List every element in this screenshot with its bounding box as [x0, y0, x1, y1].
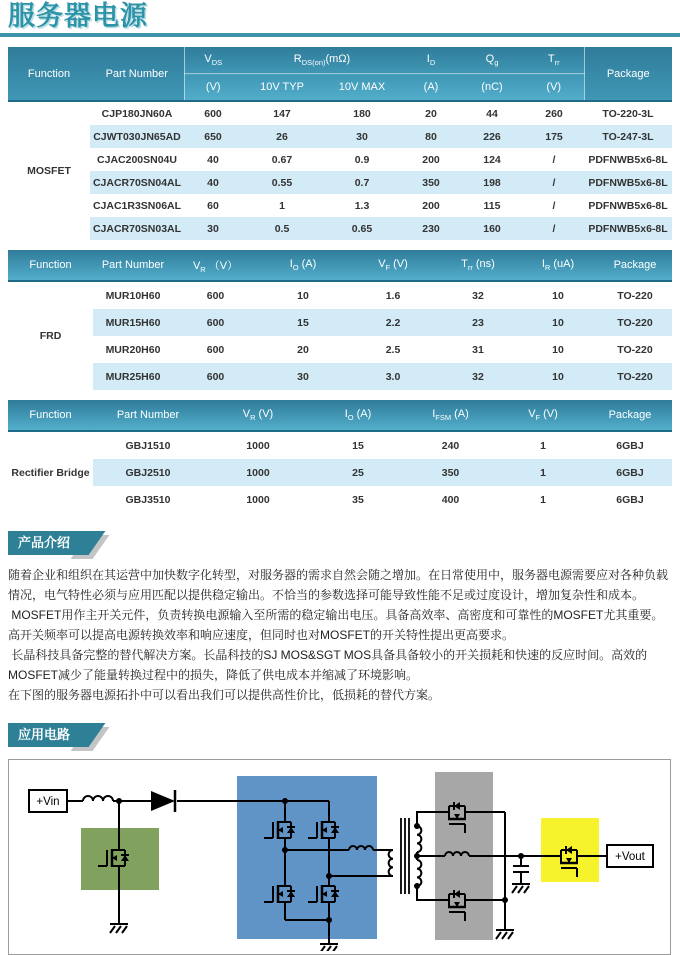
input-inductor	[83, 796, 113, 801]
col-header-function: Function	[8, 400, 93, 431]
table-cell: /	[552, 153, 556, 166]
col-header-part-number: Part Number	[93, 400, 203, 431]
ground-symbol	[110, 924, 128, 933]
vout-label: +Vout	[615, 851, 645, 864]
table-cell: 175	[524, 125, 584, 148]
table-cell: 44	[486, 107, 498, 120]
table-cell: MUR10H60	[105, 289, 161, 302]
title-underline	[0, 33, 680, 37]
table-cell: /	[524, 217, 584, 240]
table-cell: 15	[352, 439, 364, 452]
table-cell: CJAC1R3SN06AL	[92, 199, 182, 212]
table-cell: MUR15H60	[93, 309, 173, 336]
table-cell: 30	[322, 125, 402, 148]
col-header-vf: $V_F$ (V)	[498, 400, 588, 431]
table-cell: TO-220	[617, 343, 653, 356]
table-cell: 350	[403, 459, 498, 486]
table-cell: 60	[207, 199, 219, 212]
ground-symbol	[512, 884, 530, 893]
col-subheader-vds-unit: (V)	[184, 74, 242, 102]
table-cell: 80	[402, 125, 460, 148]
col-header-package: Package	[584, 47, 672, 101]
frd-table-body	[8, 281, 672, 390]
function-cell: FRD	[8, 281, 93, 390]
table-cell: 6GBJ	[616, 439, 644, 452]
table-cell: 600	[206, 343, 225, 356]
table-cell: CJACR70SN03AL	[90, 217, 184, 240]
table-cell: CJAC200SN04U	[97, 153, 177, 166]
table-cell: 32	[472, 289, 484, 302]
col-subheader-rds-typ: 10V TYP	[242, 74, 322, 102]
table-cell: 160	[460, 217, 524, 240]
col-header-trr: $T_{rr}$ (ns)	[438, 250, 518, 281]
page	[0, 2, 680, 942]
ground-symbol	[496, 930, 514, 939]
intro-paragraph: MOSFET用作主开关元件，负责转换电源输入至所需的稳定输出电压。具备高效率、高密度和可靠性的MOSFET尤其重要。高开关频率可以提高电源转换效率和响应速度，但同时也对MOSFET的开关特性提出更高要求。	[8, 608, 664, 643]
table-row	[8, 101, 672, 125]
table-cell: 23	[438, 309, 518, 336]
table-cell: 600	[206, 289, 225, 302]
table-cell: 40	[184, 171, 242, 194]
table-cell: 1.3	[354, 199, 370, 212]
col-header-part-number: Part Number	[93, 250, 173, 281]
input-diode	[151, 790, 175, 812]
table-cell: 6GBJ	[616, 493, 644, 506]
intro-paragraph: 在下图的服务器电源拓扑中可以看出我们可以提供高性价比，低损耗的替代方案。	[8, 688, 441, 703]
table-cell: 6GBJ	[588, 459, 672, 486]
table-cell: 0.67	[271, 153, 293, 166]
intro-paragraph: 随着企业和组织在其运营中加快数字化转型，对服务器的需求自然会随之增加。在日常使用中，服务器电源需要应对各种负载情况，电气特性必须与应用匹配以提供稳定输出。不恰当的参数选择可能导致性能不足或过度设计，增加复杂性和成本。	[8, 568, 669, 603]
table-row	[8, 125, 672, 148]
table-cell: 400	[441, 493, 460, 506]
col-subheader-qg-unit: (nC)	[460, 74, 524, 102]
table-cell: PDFNWB5x6-8L	[588, 153, 668, 166]
col-subheader-rds-max: 10V MAX	[322, 74, 402, 102]
table-cell: 1000	[203, 459, 313, 486]
table-cell: 1	[540, 439, 546, 452]
table-cell: 600	[173, 309, 258, 336]
rectifier-table-body	[8, 431, 672, 513]
table-cell: PDFNWB5x6-8L	[588, 199, 668, 212]
table-cell: 0.5	[242, 217, 322, 240]
table-cell: 2.2	[348, 309, 438, 336]
table-row	[8, 486, 672, 513]
page-title: 服务器电源	[8, 1, 148, 31]
table-cell: 10	[552, 289, 564, 302]
application-circuit-panel	[8, 759, 671, 955]
table-row	[8, 336, 672, 363]
table-row	[8, 281, 672, 309]
table-row	[8, 171, 672, 194]
table-cell: /	[552, 199, 556, 212]
table-cell: 230	[402, 217, 460, 240]
section-heading-product-intro: 产品介绍	[8, 531, 84, 555]
table-cell: 26	[242, 125, 322, 148]
col-header-function: Function	[8, 250, 93, 281]
col-header-ir: $I_R$ (uA)	[518, 250, 598, 281]
table-cell: TO-220	[617, 289, 653, 302]
table-cell: 2.5	[385, 343, 401, 356]
table-cell: GBJ1510	[125, 439, 171, 452]
table-cell: 35	[352, 493, 364, 506]
col-header-package: Package	[588, 400, 672, 431]
table-cell: TO-220	[598, 309, 672, 336]
table-cell: 0.65	[322, 217, 402, 240]
table-cell: 10	[518, 363, 598, 390]
table-cell: 31	[472, 343, 484, 356]
col-header-id: $I_D$	[402, 47, 460, 74]
table-cell: MUR25H60	[93, 363, 173, 390]
table-cell: 180	[353, 107, 371, 120]
table-cell: 1	[279, 199, 285, 212]
section-heading-application-circuit: 应用电路	[8, 723, 84, 747]
col-header-io: $I_O$ (A)	[258, 250, 348, 281]
table-cell: GBJ3510	[125, 493, 171, 506]
rectifier-table-header	[8, 400, 672, 431]
col-subheader-trr-unit: (V)	[524, 74, 584, 102]
table-cell: 10	[552, 343, 564, 356]
table-cell: TO-220	[598, 363, 672, 390]
ground-symbol	[320, 944, 338, 951]
col-header-package: Package	[598, 250, 672, 281]
table-cell: 25	[313, 459, 403, 486]
table-cell: 198	[460, 171, 524, 194]
table-cell: 1	[540, 493, 546, 506]
table-cell: 600	[204, 107, 222, 120]
mosfet-table	[8, 47, 672, 240]
table-cell: /	[524, 171, 584, 194]
table-cell: CJP180JN60A	[101, 107, 173, 120]
table-cell: PDFNWB5x6-8L	[584, 171, 672, 194]
table-row	[8, 431, 672, 459]
col-header-vf: $V_F$ (V)	[348, 250, 438, 281]
table-row	[8, 309, 672, 336]
table-cell: 0.7	[322, 171, 402, 194]
table-cell: 30	[258, 363, 348, 390]
table-cell: 10	[297, 289, 309, 302]
table-cell: 15	[258, 309, 348, 336]
table-row	[8, 459, 672, 486]
table-cell: PDFNWB5x6-8L	[584, 217, 672, 240]
table-row	[8, 363, 672, 390]
table-cell: 200	[422, 199, 440, 212]
col-header-rdson: $R_{DS(on)}(m\Omega)$	[242, 47, 402, 74]
col-header-function: Function	[8, 47, 90, 101]
col-header-vr: $V_R$ (V)	[203, 400, 313, 431]
table-cell: 40	[207, 153, 219, 166]
circuit-diagram	[9, 760, 667, 951]
table-row	[8, 217, 672, 240]
vin-label: +Vin	[36, 796, 60, 809]
table-cell: 1.6	[385, 289, 401, 302]
table-cell: 240	[441, 439, 460, 452]
col-header-vds: $V_{DS}$	[184, 47, 242, 74]
col-header-ifsm: $I_{FSM}$ (A)	[403, 400, 498, 431]
table-cell: 115	[483, 199, 501, 212]
table-cell: 1	[498, 459, 588, 486]
product-intro-text	[8, 565, 672, 705]
frd-table-header	[8, 250, 672, 281]
table-cell: 0.55	[242, 171, 322, 194]
vout-terminal	[607, 845, 653, 867]
mosfet-table-body	[8, 101, 672, 240]
table-cell: 3.0	[348, 363, 438, 390]
mosfet-table-header	[8, 47, 672, 101]
col-header-trr: $T_{rr}$	[524, 47, 584, 74]
table-cell: 30	[184, 217, 242, 240]
table-cell: CJACR70SN04AL	[90, 171, 184, 194]
table-cell: 124	[483, 153, 501, 166]
table-cell: 260	[545, 107, 563, 120]
table-cell: CJWT030JN65AD	[90, 125, 184, 148]
table-cell: 0.9	[354, 153, 370, 166]
function-cell: Rectifier Bridge	[8, 431, 93, 513]
col-header-part-number: Part Number	[90, 47, 184, 101]
frd-table	[8, 250, 672, 390]
table-cell: TO-220-3L	[602, 107, 654, 120]
table-cell: 147	[273, 107, 291, 120]
col-header-qg: $Q_g$	[460, 47, 524, 74]
table-cell: 32	[438, 363, 518, 390]
table-cell: 650	[184, 125, 242, 148]
table-cell: TO-247-3L	[584, 125, 672, 148]
table-cell: MUR20H60	[105, 343, 161, 356]
table-cell: 226	[460, 125, 524, 148]
table-cell: 200	[422, 153, 440, 166]
col-header-vr: $V_R$ （V）	[173, 250, 258, 281]
col-header-io: $I_O$ (A)	[313, 400, 403, 431]
table-row	[8, 148, 672, 171]
table-cell: 20	[425, 107, 437, 120]
table-cell: 20	[297, 343, 309, 356]
table-cell: GBJ2510	[93, 459, 203, 486]
col-subheader-id-unit: (A)	[402, 74, 460, 102]
intro-paragraph: 长晶科技具备完整的替代解决方案。长晶科技的SJ MOS&SGT MOS具备具备较小的开关损耗和快速的反应时间。高效的MOSFET减少了能量转换过程中的损失，降低了供电成本并缩减了环境影响。	[8, 648, 648, 683]
table-cell: 600	[173, 363, 258, 390]
table-cell: 350	[402, 171, 460, 194]
table-row	[8, 194, 672, 217]
table-cell: 1000	[246, 493, 270, 506]
table-cell: 10	[518, 309, 598, 336]
function-cell: MOSFET	[8, 101, 90, 240]
rectifier-bridge-table	[8, 400, 672, 513]
vin-terminal	[29, 790, 67, 812]
table-cell: 1000	[246, 439, 270, 452]
